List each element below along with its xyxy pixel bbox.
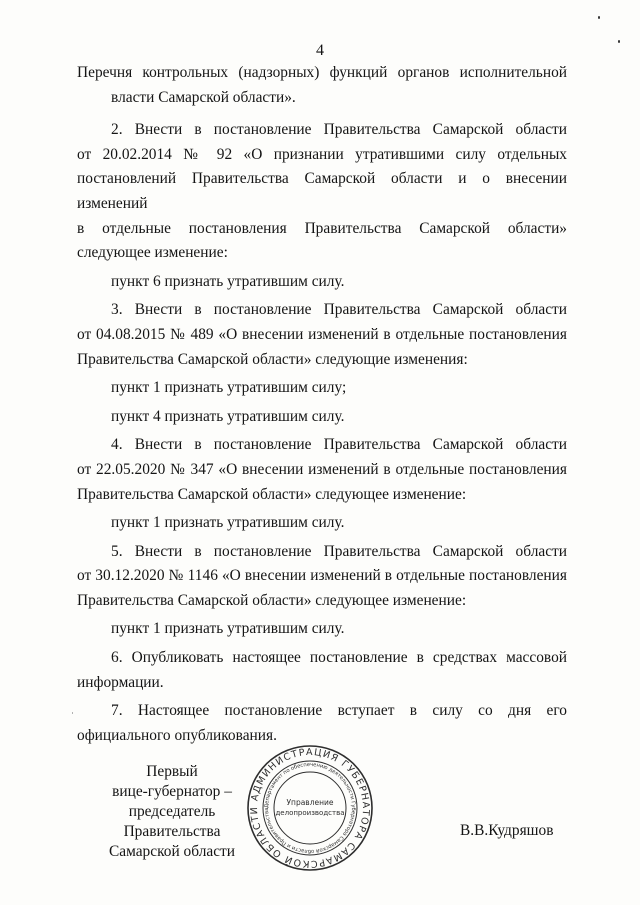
paragraph-line: 5. Внести в постановление Правительства Самарской области — [111, 542, 567, 560]
paragraph-line: постановлений Правительства Самарской области и о внесении изменений — [77, 170, 567, 212]
signature-name: В.В.Кудряшов — [460, 822, 554, 839]
scan-speck — [72, 712, 73, 714]
paragraph-line: следующее изменение: — [77, 244, 228, 262]
paragraph-line: от 04.08.2015 № 489 «О внесении изменений в отдельные постановления — [77, 325, 567, 343]
seal-inner-text: Департамент по обеспечению деятельности Губернатора Самарской области и Правительства — [263, 761, 357, 855]
signer-block — [82, 762, 262, 862]
seal-center-line: делопроизводства — [275, 809, 345, 817]
paragraph-line: от 30.12.2020 № 1146 «О внесении изменений в отдельные постановления — [77, 567, 567, 585]
paragraph-line: пункт 1 признать утратившим силу; — [111, 379, 347, 397]
paragraph-line: Правительства Самарской области» следующее изменение: — [77, 591, 467, 609]
paragraph-line: пункт 4 признать утратившим силу. — [111, 407, 345, 425]
paragraph-line: официального опубликования. — [77, 726, 277, 744]
paragraph-line: власти Самарской области». — [111, 88, 296, 106]
paragraph-line: Перечня контрольных (надзорных) функций органов исполнительной — [77, 64, 567, 81]
signer-title-line: председатель Правительства — [123, 803, 221, 840]
document-body — [77, 61, 567, 748]
paragraph-line: 6. Опубликовать настоящее постановление в средствах массовой — [111, 649, 567, 667]
paragraph-line: 4. Внести в постановление Правительства Самарской области — [111, 436, 567, 454]
signer-title-line: Самарской области — [108, 843, 235, 860]
paragraph-line: Правительства Самарской области» следующие изменения: — [77, 350, 468, 368]
paragraph-line: от 22.05.2020 № 347 «О внесении изменений в отдельные постановления — [77, 460, 567, 478]
paragraph-line: пункт 1 признать утратившим силу. — [111, 514, 345, 532]
official-seal — [245, 743, 375, 873]
seal-outer-text: АДМИНИСТРАЦИЯ ГУБЕРНАТОРА САМАРСКОЙ ОБЛАСТИ — [248, 746, 372, 870]
paragraph-line: 2. Внести в постановление Правительства Самарской области — [111, 121, 567, 139]
paragraph-line: пункт 1 признать утратившим силу. — [111, 620, 345, 638]
paragraph-line: 3. Внести в постановление Правительства Самарской области — [111, 301, 567, 319]
scan-speck — [618, 40, 620, 43]
page-number: 4 — [316, 42, 324, 59]
signer-title-line: Первый — [146, 763, 198, 780]
signer-title-line: вице-губернатор – — [112, 783, 232, 800]
scan-speck — [598, 16, 600, 19]
paragraph-line: 7. Настоящее постановление вступает в силу со дня его — [111, 702, 567, 720]
seal-center-line: Управление — [286, 798, 334, 807]
paragraph-line: Правительства Самарской области» следующее изменение: — [77, 485, 467, 503]
paragraph-line: информации. — [77, 673, 164, 691]
paragraph-line: пункт 6 признать утратившим силу. — [111, 272, 345, 290]
paragraph-line: от 20.02.2014 № 92 «О признании утратившими силу отдельных — [77, 145, 567, 163]
paragraph-line: в отдельные постановления Правительства Самарской области» — [77, 219, 567, 237]
